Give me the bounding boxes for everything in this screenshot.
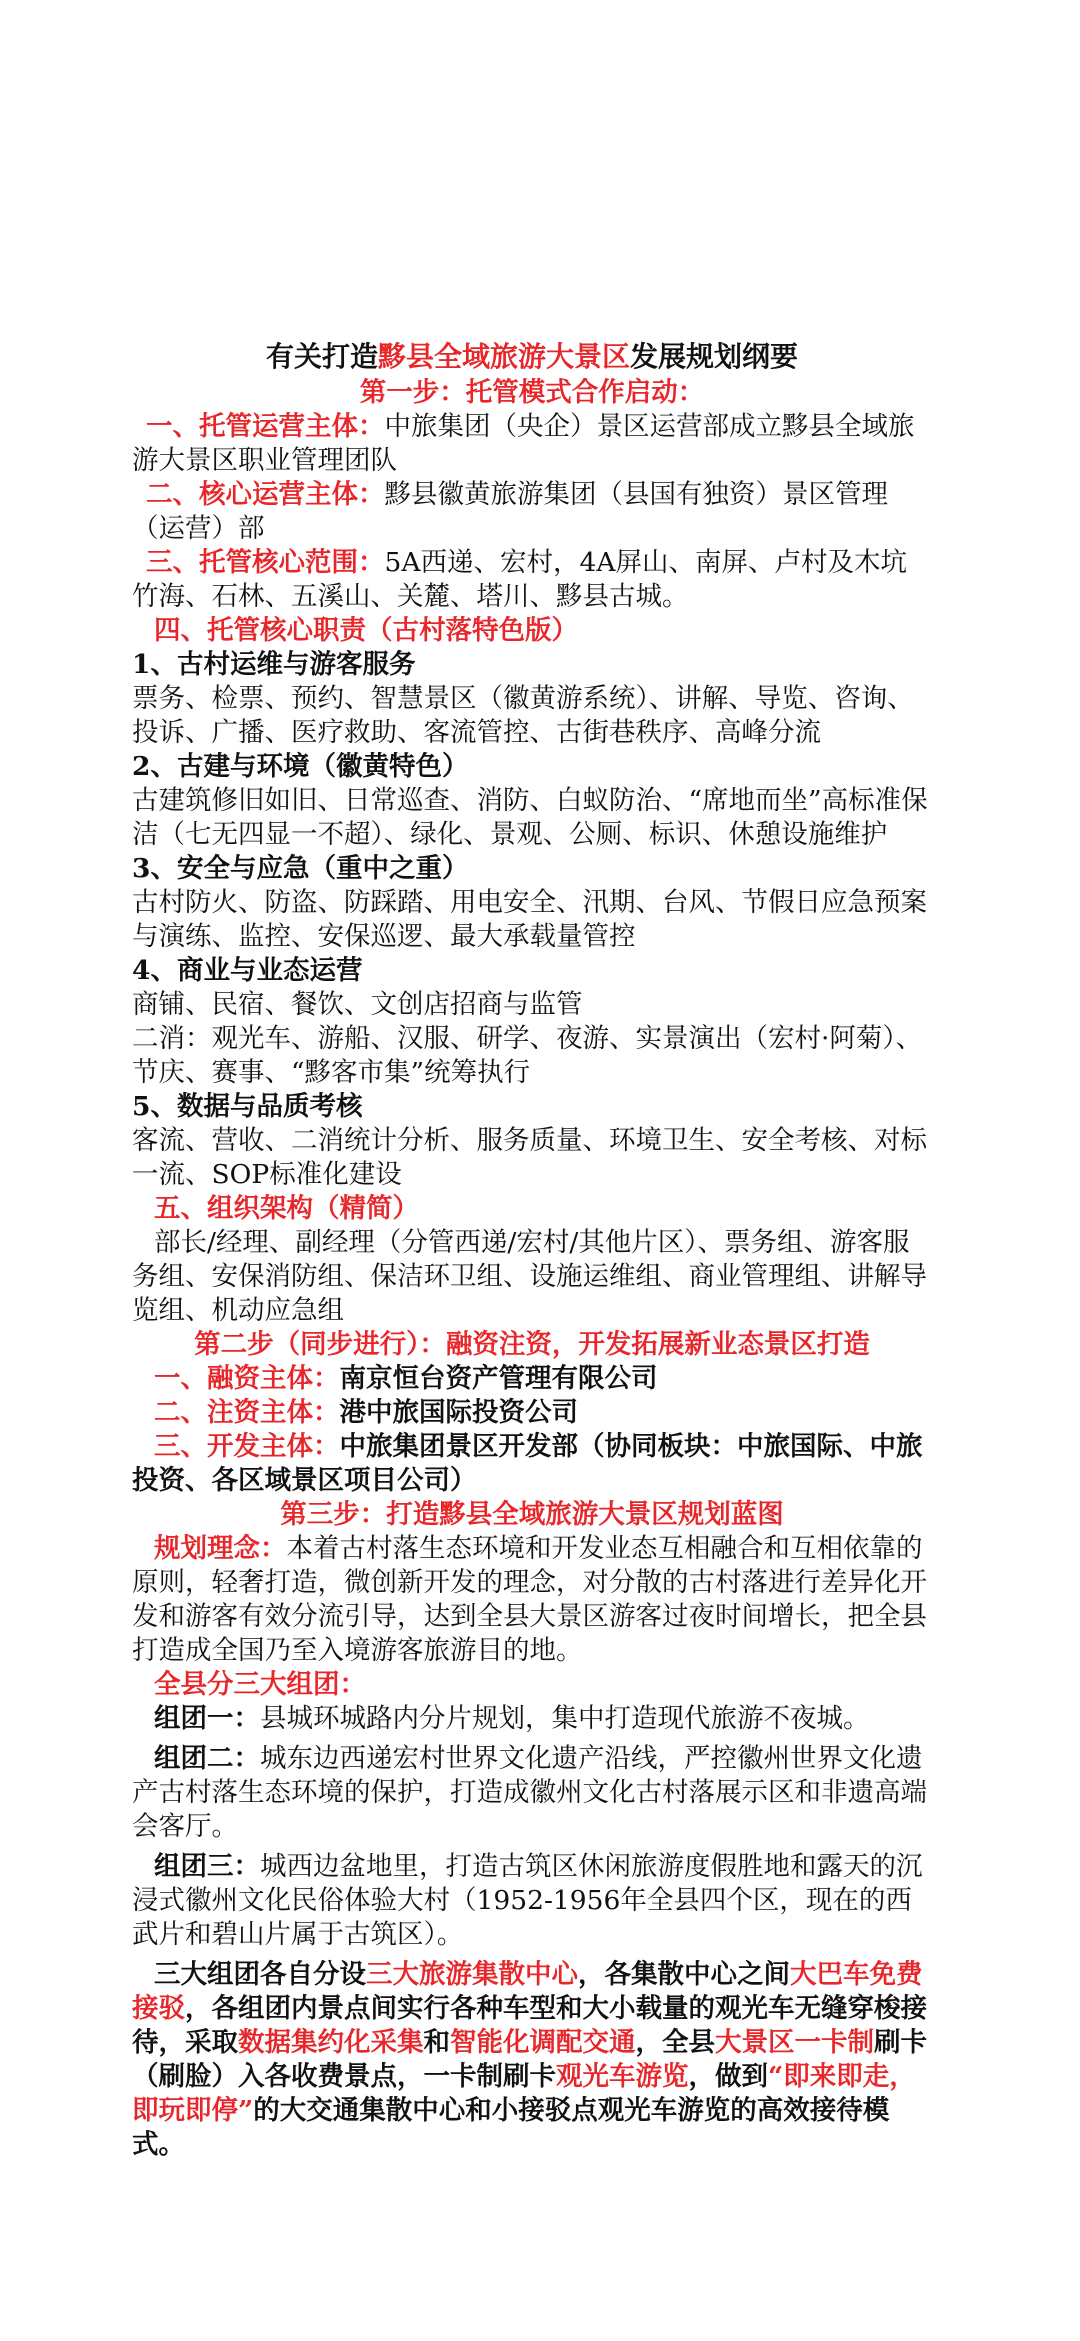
- duty-text: 商铺、民宿、餐饮、文创店招商与监管: [132, 989, 583, 1020]
- duty-section: [132, 954, 932, 1090]
- duty-heading: 1、古村运维与游客服务: [132, 649, 416, 680]
- step3-heading: 第三步：打造黟县全域旅游大景区规划蓝图: [280, 1499, 784, 1530]
- group-item: 组团二：城东边西递宏村世界文化遗产沿线，严控徽州世界文化遗产古村落生态环境的保护，打造成徽州文化古村落展示区和非遗高端会客厅。: [132, 1743, 927, 1842]
- duty-text: 古建筑修旧如旧、日常巡查、消防、白蚁防治、“席地而坐”高标准保洁（七无四显一不超）、绿化、景观、公厕、标识、休憩设施维护: [132, 785, 928, 850]
- duty-text: 古村防火、防盗、防踩踏、用电安全、汛期、台风、节假日应急预案与演练、监控、安保巡逻、最大承载量管控: [132, 887, 927, 952]
- step2-item2: 二、注资主体：港中旅国际投资公司: [154, 1397, 578, 1428]
- duty-section: [132, 750, 932, 852]
- groups-heading: 全县分三大组团：: [154, 1669, 366, 1700]
- step1-item3: 三、托管核心范围：5A西递、宏村，4A屏山、南屏、卢村及木坑竹海、石林、五溪山、关麓、塔川、黟县古城。: [132, 547, 907, 612]
- document-title: 有关打造黟县全域旅游大景区发展规划纲要: [265, 340, 799, 373]
- duty-heading: 2、古建与环境（徽黄特色）: [132, 751, 469, 782]
- final-summary: 三大组团各自分设三大旅游集散中心，各集散中心之间大巴车免费接驳，各组团内景点间实行各种车型和大小载量的观光车无缝穿梭接待，采取数据集约化采集和智能化调配交通，全县大景区一卡制刷卡（刷脸）入各收费景点，一卡制刷卡观光车游览，做到“即来即走，即玩即停”的大交通集散中心和小接驳点观光车游览的高效接待模式。: [132, 1959, 927, 2160]
- step1-item1: 一、托管运营主体：中旅集团（央企）景区运营部成立黟县全域旅游大景区职业管理团队: [132, 411, 915, 476]
- duty-heading: 3、安全与应急（重中之重）: [132, 853, 469, 884]
- document-body: [132, 340, 932, 2162]
- group-item: 组团三：城西边盆地里，打造古筑区休闲旅游度假胜地和露天的沉浸式徽州文化民俗体验大村（1952-1956年全县四个区，现在的西武片和碧山片属于古筑区）。: [132, 1851, 923, 1950]
- group-item: 组团一：县城环城路内分片规划，集中打造现代旅游不夜城。: [154, 1703, 870, 1734]
- duty-section: [132, 648, 932, 750]
- duty-text: 客流、营收、二消统计分析、服务质量、环境卫生、安全考核、对标一流、SOP标准化建设: [132, 1125, 927, 1190]
- duty-section: [132, 852, 932, 954]
- step1-item4-heading: 四、托管核心职责（古村落特色版）: [154, 615, 578, 646]
- duty-heading: 5、数据与品质考核: [132, 1091, 363, 1122]
- duty-heading: 4、商业与业态运营: [132, 955, 363, 986]
- duty-text: 票务、检票、预约、智慧景区（徽黄游系统）、讲解、导览、咨询、投诉、广播、医疗救助、客流管控、古街巷秩序、高峰分流: [132, 683, 914, 748]
- title-highlight: 黟县全域旅游大景区: [377, 340, 630, 373]
- duty-text-secondary: 二消：观光车、游船、汉服、研学、夜游、实景演出（宏村·阿菊）、节庆、赛事、“黟客市集”统筹执行: [132, 1023, 923, 1088]
- step1-item2: 二、核心运营主体：黟县徽黄旅游集团（县国有独资）景区管理（运营）部: [132, 479, 888, 544]
- planning-concept: 规划理念：本着古村落生态环境和开发业态互相融合和互相依靠的原则，轻奢打造，微创新开发的理念，对分散的古村落进行差异化开发和游客有效分流引导，达到全县大景区游客过夜时间增长，把全县打造成全国乃至入境游客旅游目的地。: [132, 1533, 927, 1666]
- step1-item5-text: 部长/经理、副经理（分管西递/宏村/其他片区）、票务组、游客服务组、安保消防组、保洁环卫组、设施运维组、商业管理组、讲解导览组、机动应急组: [132, 1227, 927, 1326]
- step2-item3: 三、开发主体：中旅集团景区开发部（协同板块：中旅国际、中旅投资、各区域景区项目公司）: [132, 1431, 923, 1496]
- step1-item5-heading: 五、组织架构（精简）: [154, 1193, 419, 1224]
- step2-heading: 第二步（同步进行）：融资注资，开发拓展新业态景区打造: [194, 1329, 870, 1360]
- duty-section: [132, 1090, 932, 1192]
- step2-item1: 一、融资主体：南京恒台资产管理有限公司: [154, 1363, 658, 1394]
- step1-heading: 第一步：托管模式合作启动：: [359, 377, 705, 408]
